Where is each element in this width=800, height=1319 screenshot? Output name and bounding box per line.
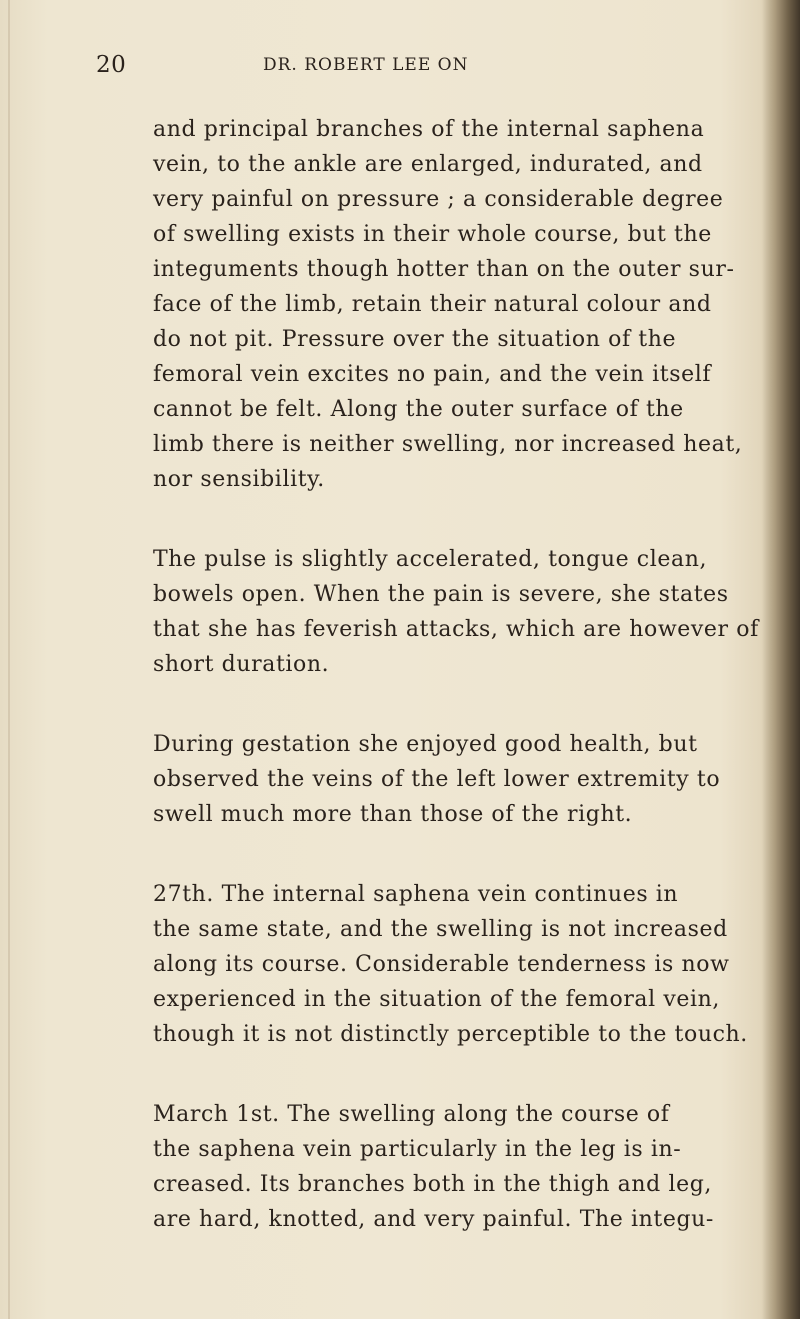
paragraph-3 xyxy=(153,727,736,832)
text-line: limb there is neither swelling, nor increased heat, xyxy=(153,432,743,457)
text-line: are hard, knotted, and very painful. The integu- xyxy=(153,1207,714,1232)
body-text xyxy=(153,112,759,1237)
page-header xyxy=(96,52,736,92)
text-line: integuments though hotter than on the outer sur- xyxy=(153,257,735,282)
text-line: the saphena vein particularly in the leg is in- xyxy=(153,1137,682,1162)
page-number: 20 xyxy=(96,52,127,78)
text-line: nor sensibility. xyxy=(153,467,325,492)
text-line: the same state, and the swelling is not increased xyxy=(153,917,728,942)
text-line: During gestation she enjoyed good health, but xyxy=(153,732,698,757)
text-line: face of the limb, retain their natural colour and xyxy=(153,292,712,317)
page-edge-line xyxy=(8,0,10,1319)
text-line: experienced in the situation of the femoral vein, xyxy=(153,987,721,1012)
text-line: creased. Its branches both in the thigh and leg, xyxy=(153,1172,712,1197)
paragraph-5 xyxy=(153,1097,736,1237)
text-line: and principal branches of the internal saphena xyxy=(153,117,705,142)
text-line: bowels open. When the pain is severe, she states xyxy=(153,582,729,607)
paragraph-2 xyxy=(153,542,759,682)
text-line: though it is not distinctly perceptible to the touch. xyxy=(153,1022,748,1047)
text-line: vein, to the ankle are enlarged, indurated, and xyxy=(153,152,703,177)
text-line: The pulse is slightly accelerated, tongue clean, xyxy=(153,547,708,572)
running-head: DR. ROBERT LEE ON xyxy=(263,55,469,75)
binding-shadow xyxy=(762,0,800,1319)
text-line: very painful on pressure ; a considerable degree xyxy=(153,187,724,212)
text-line: March 1st. The swelling along the course of xyxy=(153,1102,670,1127)
text-line: short duration. xyxy=(153,652,330,677)
text-line: swell much more than those of the right. xyxy=(153,802,633,827)
text-line: do not pit. Pressure over the situation of the xyxy=(153,327,677,352)
text-line: cannot be felt. Along the outer surface of the xyxy=(153,397,684,422)
text-line: femoral vein excites no pain, and the vein itself xyxy=(153,362,712,387)
text-line: 27th. The internal saphena vein continues in xyxy=(153,882,679,907)
text-line: observed the veins of the left lower extremity to xyxy=(153,767,721,792)
paragraph-1 xyxy=(153,112,743,497)
text-line: that she has feverish attacks, which are however of xyxy=(153,617,759,642)
text-line: along its course. Considerable tenderness is now xyxy=(153,952,730,977)
text-line: of swelling exists in their whole course, but the xyxy=(153,222,712,247)
paragraph-4 xyxy=(153,877,748,1052)
